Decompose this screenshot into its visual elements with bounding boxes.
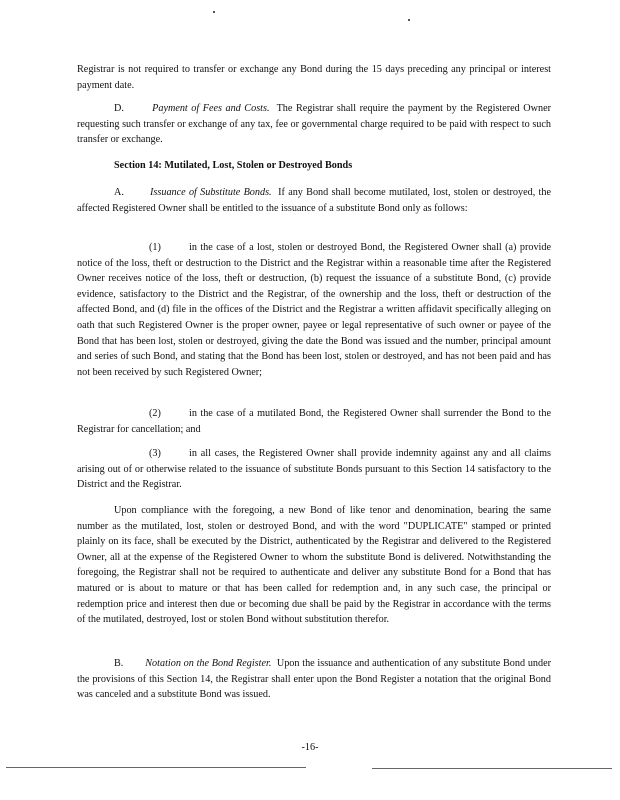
scan-speck: [213, 11, 215, 13]
scan-edge-line: [6, 767, 306, 768]
paragraph-text: Upon compliance with the foregoing, a new Bond of like tenor and denomination, bearing the same number as the mutilated, lost, stolen or destroyed Bond, and with the word "DUPLICATE" stamped or printed plainly on its face, shall be executed by the District, authenticated by the Registrar and delivered to the Registered Owner, all at the expense of the Registered Owner to whom the substitute Bond is delivered. Notwithstanding the foregoing, the Registrar shall not be required to authenticate and deliver any substitute Bond for a Bond that has matured or is about to mature or that has been called for redemption and, in any such case, the principal or redemption price and interest then due or becoming due shall be paid by the Registrar in accordance with the terms of the mutilated, destroyed, lost or stolen Bond without substitution therefor.: [77, 505, 551, 626]
paragraph-label: A.: [114, 187, 124, 198]
list-item-text: in the case of a mutilated Bond, the Registered Owner shall surrender the Bond to the Registrar for cancellation; and: [77, 408, 551, 435]
paragraph-text: The Registrar shall require the payment by the Registered Owner requesting such transfer or exchange of any tax, fee or governmental charge required to be paid with respect to such transfer or exchange.: [77, 103, 552, 146]
list-item-text: in the case of a lost, stolen or destroyed Bond, the Registered Owner shall (a) provide notice of the loss, theft or destruction to the District and the Registrar within a reasonable time after the Registered Owner receives notice of the loss, theft or destruction, (b) request the issuance of a substitute Bond, (c) provide evidence, satisfactory to the District and the Registrar, of the ownership and the loss, theft or destruction of the affected Bond, and (d) file in the offices of the District and the Registrar a written affidavit specifically alleging on oath that such Registered Owner is the proper owner, payee or legal representative of such owner or payee of the Bond that has been lost, stolen or destroyed, giving the date the Bond was issued and the number, principal amount and series of such Bond, and stating that the Bond has been lost, stolen or destroyed, and has not been paid and has not been received by such Registered Owner;: [77, 242, 551, 378]
paragraph-notation-on-bond-register: [77, 656, 551, 703]
section-heading-text: Section 14: Mutilated, Lost, Stolen or Destroyed Bonds: [114, 160, 353, 171]
paragraph-continuation: [77, 62, 551, 93]
paragraph-title: Payment of Fees and Costs.: [152, 103, 270, 114]
list-item-number: (3): [149, 448, 161, 459]
paragraph-title: Notation on the Bond Register.: [145, 658, 272, 669]
paragraph-text: Registrar is not required to transfer or exchange any Bond during the 15 days preceding any principal or interest payment date.: [77, 64, 551, 91]
paragraph-payment-of-fees: [77, 101, 551, 148]
page-number: -16-: [301, 742, 319, 753]
list-item-3: [77, 446, 551, 493]
list-item-2: [77, 406, 551, 437]
paragraph-duplicate-bond: [77, 503, 551, 628]
list-item-number: (2): [149, 408, 161, 419]
scan-edge-line: [372, 768, 612, 769]
paragraph-issuance-of-substitute-bonds: [77, 185, 551, 216]
paragraph-label: B.: [114, 658, 124, 669]
paragraph-text: If any Bond shall become mutilated, lost, stolen or destroyed, the affected Registered Owner shall be entitled to the issuance of a substitute Bond only as follows:: [77, 187, 551, 214]
section-heading: [77, 158, 551, 174]
list-item-text: in all cases, the Registered Owner shall provide indemnity against any and all claims arising out of or otherwise related to the issuance of substitute Bonds pursuant to this Section 14 satisfactory to the District and the Registrar.: [77, 448, 551, 491]
list-item-1: [77, 240, 551, 380]
paragraph-title: Issuance of Substitute Bonds.: [150, 187, 272, 198]
scan-speck: [408, 19, 410, 21]
page-footer: [0, 740, 620, 756]
list-item-number: (1): [149, 242, 161, 253]
paragraph-label: D.: [114, 103, 124, 114]
paragraph-text: Upon the issuance and authentication of any substitute Bond under the provisions of this Section 14, the Registrar shall enter upon the Bond Register a notation that the original Bond was canceled and a substitute Bond was issued.: [77, 658, 552, 701]
